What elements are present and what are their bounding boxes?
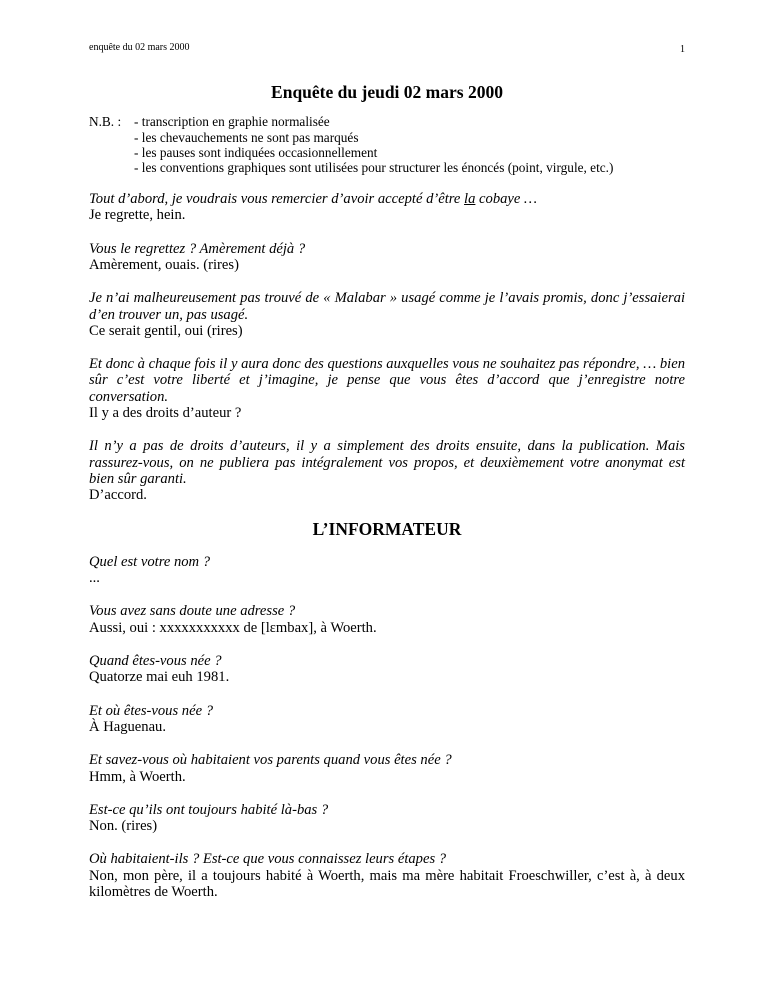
answer: Quatorze mai euh 1981. xyxy=(89,669,230,686)
question: Et où êtes-vous née ? xyxy=(89,702,214,719)
answer: Amèrement, ouais. (rires) xyxy=(89,257,239,273)
exchange xyxy=(89,290,685,339)
page-number: 1 xyxy=(680,44,685,55)
question xyxy=(89,191,685,207)
question: Vous avez sans doute une adresse ? xyxy=(89,603,296,620)
question: Et savez-vous où habitaient vos parents quand vous êtes née ? xyxy=(89,752,452,769)
document-body xyxy=(89,84,685,917)
nb-item: - les chevauchements ne sont pas marqués xyxy=(134,129,359,145)
exchange xyxy=(89,752,685,785)
question: Et donc à chaque fois il y aura donc des questions auxquelles vous ne souhaitez pas répondre, … bien sûr c’est votre liberté et j’imagine, je pense que vous êtes d’accord que j’enregistre notre conversation. xyxy=(89,356,685,405)
exchange xyxy=(89,802,685,835)
question: Vous le regrettez ? Amèrement déjà ? xyxy=(89,240,306,257)
question: Est-ce qu’ils ont toujours habité là-bas ? xyxy=(89,801,329,818)
answer: Il y a des droits d’auteur ? xyxy=(89,405,242,422)
section-title: L’INFORMATEUR xyxy=(312,518,462,539)
question: Il n’y a pas de droits d’auteurs, il y a simplement des droits ensuite, dans la publication. Mais rassurez-vous, on ne publiera pas intégralement vos propos, et deuxièmement votre anonymat est bien sûr garanti. xyxy=(89,438,685,487)
nb-item: - transcription en graphie normalisée xyxy=(134,114,330,130)
question: Je n’ai malheureusement pas trouvé de « Malabar » usagé comme je l’avais promis, donc j’essaierai d’en trouver un, pas usagé. xyxy=(89,290,685,323)
exchange xyxy=(89,851,685,900)
exchange xyxy=(89,603,685,636)
answer: ... xyxy=(89,570,100,587)
answer: Non, mon père, il a toujours habité à Woerth, mais ma mère habitait Froeschwiller, c’est à, à deux kilomètres de Woerth. xyxy=(89,867,685,901)
document-title: Enquête du jeudi 02 mars 2000 xyxy=(271,82,503,102)
nb-list xyxy=(134,114,613,175)
exchange xyxy=(89,356,685,421)
question: Quand êtes-vous née ? xyxy=(89,653,222,670)
underlined-word: la xyxy=(464,191,476,208)
nota-bene xyxy=(89,114,685,175)
exchange xyxy=(89,241,685,274)
exchange xyxy=(89,438,685,503)
question-text: Tout d’abord, je voudrais vous remercier d’avoir accepté d’être xyxy=(89,191,465,208)
nb-item: - les conventions graphiques sont utilisées pour structurer les énoncés (point, virgule, etc.) xyxy=(134,159,614,175)
exchange xyxy=(89,703,685,736)
nb-item: - les pauses sont indiquées occasionnellement xyxy=(134,144,378,160)
answer: D’accord. xyxy=(89,487,147,504)
answer: Non. (rires) xyxy=(89,818,158,835)
answer: À Haguenau. xyxy=(89,718,166,735)
question: Où habitaient-ils ? Est-ce que vous connaissez leurs étapes ? xyxy=(89,851,447,868)
question-text: cobaye … xyxy=(475,191,538,208)
answer: Je regrette, hein. xyxy=(89,207,186,224)
answer: Ce serait gentil, oui (rires) xyxy=(89,322,243,339)
question: Quel est votre nom ? xyxy=(89,553,211,570)
exchange xyxy=(89,653,685,686)
running-title: enquête du 02 mars 2000 xyxy=(89,42,190,53)
exchange xyxy=(89,554,685,587)
exchange xyxy=(89,191,685,224)
nb-label: N.B. : xyxy=(89,114,122,130)
page-header xyxy=(89,42,685,58)
answer: Hmm, à Woerth. xyxy=(89,768,186,785)
answer: Aussi, oui : xxxxxxxxxxx de [lɛmbax], à Woerth. xyxy=(89,619,377,636)
